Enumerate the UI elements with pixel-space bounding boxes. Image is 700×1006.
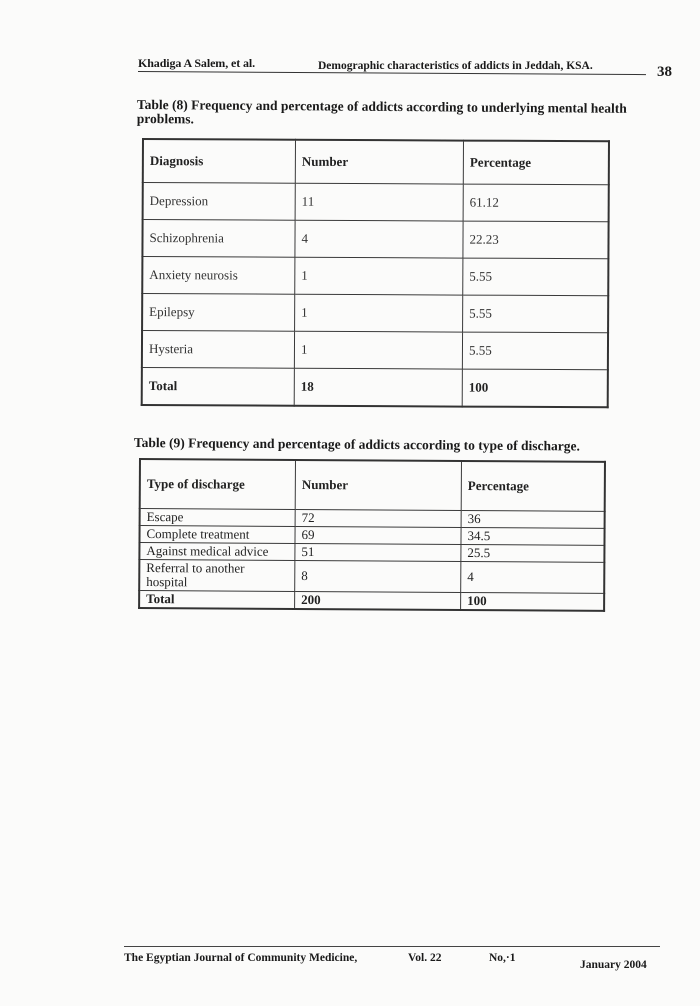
table-row (143, 183, 609, 222)
table-cell: 11 (295, 183, 463, 221)
table-cell: Epilepsy (142, 294, 295, 332)
running-header (138, 56, 672, 80)
page-number: 38 (657, 64, 672, 80)
table-cell: Schizophrenia (142, 220, 295, 258)
table-cell: 34.5 (461, 527, 605, 545)
table-cell: 69 (295, 526, 461, 544)
table-cell: Referral to another hospital (139, 560, 295, 592)
table-row (142, 331, 608, 370)
table8-col-diagnosis: Diagnosis (143, 139, 296, 183)
table-row (139, 560, 604, 594)
table-cell: Anxiety neurosis (142, 257, 295, 295)
table-cell: Complete treatment (139, 526, 295, 544)
table-cell: 4 (295, 220, 463, 258)
table-cell: 18 (294, 368, 462, 406)
table-row (142, 294, 608, 333)
table-cell: 5.55 (463, 258, 609, 296)
table-cell: Hysteria (142, 331, 295, 369)
table-cell: 22.23 (463, 221, 609, 259)
table9-col-number: Number (295, 460, 461, 511)
footer-rule (124, 946, 660, 947)
table-cell: Escape (140, 509, 296, 527)
table-cell: 61.12 (463, 184, 609, 222)
table-cell: Depression (143, 183, 296, 221)
table-cell: 36 (461, 510, 605, 528)
table8-header-row (143, 139, 609, 185)
table-cell: Total (139, 591, 295, 609)
footer-journal: The Egyptian Journal of Community Medicine, (124, 952, 358, 964)
table-cell: 1 (295, 294, 463, 332)
table-cell: 100 (461, 592, 605, 610)
table-cell: 1 (295, 257, 463, 295)
table-cell: 8 (295, 560, 461, 592)
table-cell: 4 (461, 561, 605, 593)
table-row (142, 220, 608, 259)
footer-number: No,·1 (489, 952, 516, 964)
table9-header-row (140, 459, 605, 511)
header-author: Khadiga A Salem, et al. (138, 56, 256, 70)
table9-col-percentage: Percentage (461, 461, 605, 511)
table-cell: 100 (462, 369, 608, 407)
table9-caption: Table (9) Frequency and percentage of addicts according to type of discharge. (133, 435, 580, 454)
table8 (141, 138, 610, 408)
table8-caption: Table (8) Frequency and percentage of addicts according to underlying mental health problems. (136, 97, 627, 127)
table-cell: 72 (295, 509, 461, 527)
table8-col-percentage: Percentage (463, 141, 609, 185)
table-cell: 1 (294, 331, 462, 369)
footer-volume: Vol. 22 (408, 952, 442, 964)
table-cell: 51 (295, 543, 461, 561)
footer-date: January 2004 (580, 959, 647, 971)
table-cell: 5.55 (463, 295, 609, 333)
table9-total-row (139, 591, 604, 611)
table9 (138, 458, 606, 612)
table-cell: Against medical advice (139, 543, 295, 561)
table8-col-number: Number (295, 140, 463, 184)
table-cell: 5.55 (462, 332, 608, 370)
table-cell: 200 (295, 591, 461, 610)
table8-total-row (142, 368, 608, 408)
table-cell: Total (142, 368, 295, 406)
table-cell: 25.5 (461, 544, 605, 562)
header-title: Demographic characteristics of addicts in Jeddah, KSA. (318, 60, 593, 72)
running-footer (124, 946, 660, 976)
table-row (142, 257, 608, 296)
table9-col-type: Type of discharge (140, 459, 296, 509)
